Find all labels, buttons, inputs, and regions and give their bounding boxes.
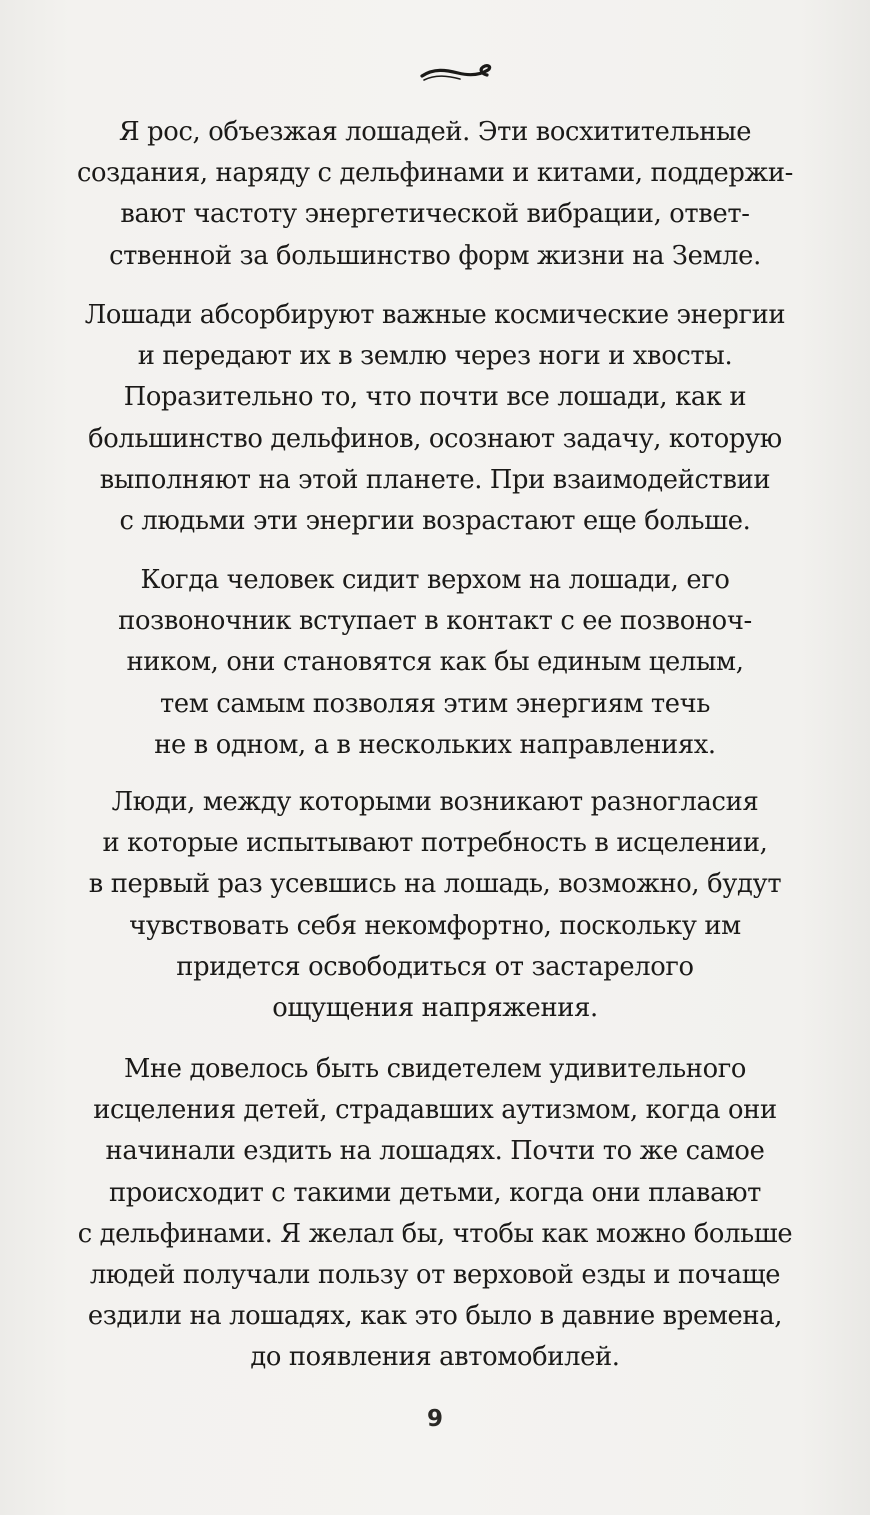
text-line: ственной за большинство форм жизни на Земле. xyxy=(109,240,761,271)
text-line: начинали ездить на лошадях. Почти то же самое xyxy=(105,1136,765,1167)
text-line: придется освободиться от застарелого xyxy=(176,951,694,982)
text-line: чувствовать себя некомфортно, поскольку им xyxy=(129,910,741,941)
paragraph-3 xyxy=(0,560,870,766)
text-line: создания, наряду с дельфинами и китами, поддержи- xyxy=(76,158,794,189)
text-line: ником, они становятся как бы единым целым, xyxy=(126,647,744,678)
text-line: Поразительно то, что почти все лошади, как и xyxy=(123,382,747,413)
swash-ornament-icon xyxy=(416,56,496,96)
paragraph-5 xyxy=(0,1049,870,1379)
text-line: вают частоту энергетической вибрации, ответ- xyxy=(120,199,750,230)
text-line: происходит с такими детьми, когда они плавают xyxy=(108,1177,762,1208)
text-line: и передают их в землю через ноги и хвосты. xyxy=(137,341,733,372)
text-line: с дельфинами. Я желал бы, чтобы как можно больше xyxy=(77,1218,793,1249)
text-line: Я рос, объезжая лошадей. Эти восхитительные xyxy=(118,117,752,147)
text-line: людей получали пользу от верховой езды и почаще xyxy=(89,1260,781,1291)
text-line: Люди, между которыми возникают разногласия xyxy=(111,787,759,817)
text-line: до появления автомобилей. xyxy=(250,1342,620,1373)
text-line: и которые испытывают потребность в исцелении, xyxy=(102,828,768,859)
text-line: в первый раз усевшись на лошадь, возможно, будут xyxy=(88,869,782,900)
text-line: ездили на лошадях, как это было в давние времена, xyxy=(87,1301,783,1332)
text-line: ощущения напряжения. xyxy=(272,993,598,1024)
text-line: тем самым позволяя этим энергиям течь xyxy=(160,688,710,719)
text-line: Когда человек сидит верхом на лошади, его xyxy=(140,565,730,595)
paragraph-4 xyxy=(0,782,870,1029)
text-line: Мне довелось быть свидетелем удивительного xyxy=(123,1054,747,1084)
text-line: с людьми эти энергии возрастают еще больше. xyxy=(119,506,751,537)
paragraph-1 xyxy=(0,112,870,277)
text-line: позвоночник вступает в контакт с ее позвоноч- xyxy=(118,606,752,637)
text-line: не в одном, а в нескольких направлениях. xyxy=(154,729,716,760)
paragraph-2 xyxy=(0,295,870,542)
text-line: выполняют на этой планете. При взаимодействии xyxy=(99,464,771,495)
page-number: 9 xyxy=(426,1406,443,1432)
text-line: исцеления детей, страдавших аутизмом, когда они xyxy=(93,1095,777,1126)
text-line: Лошади абсорбируют важные космические энергии xyxy=(84,300,786,330)
text-line: большинство дельфинов, осознают задачу, которую xyxy=(88,423,782,454)
